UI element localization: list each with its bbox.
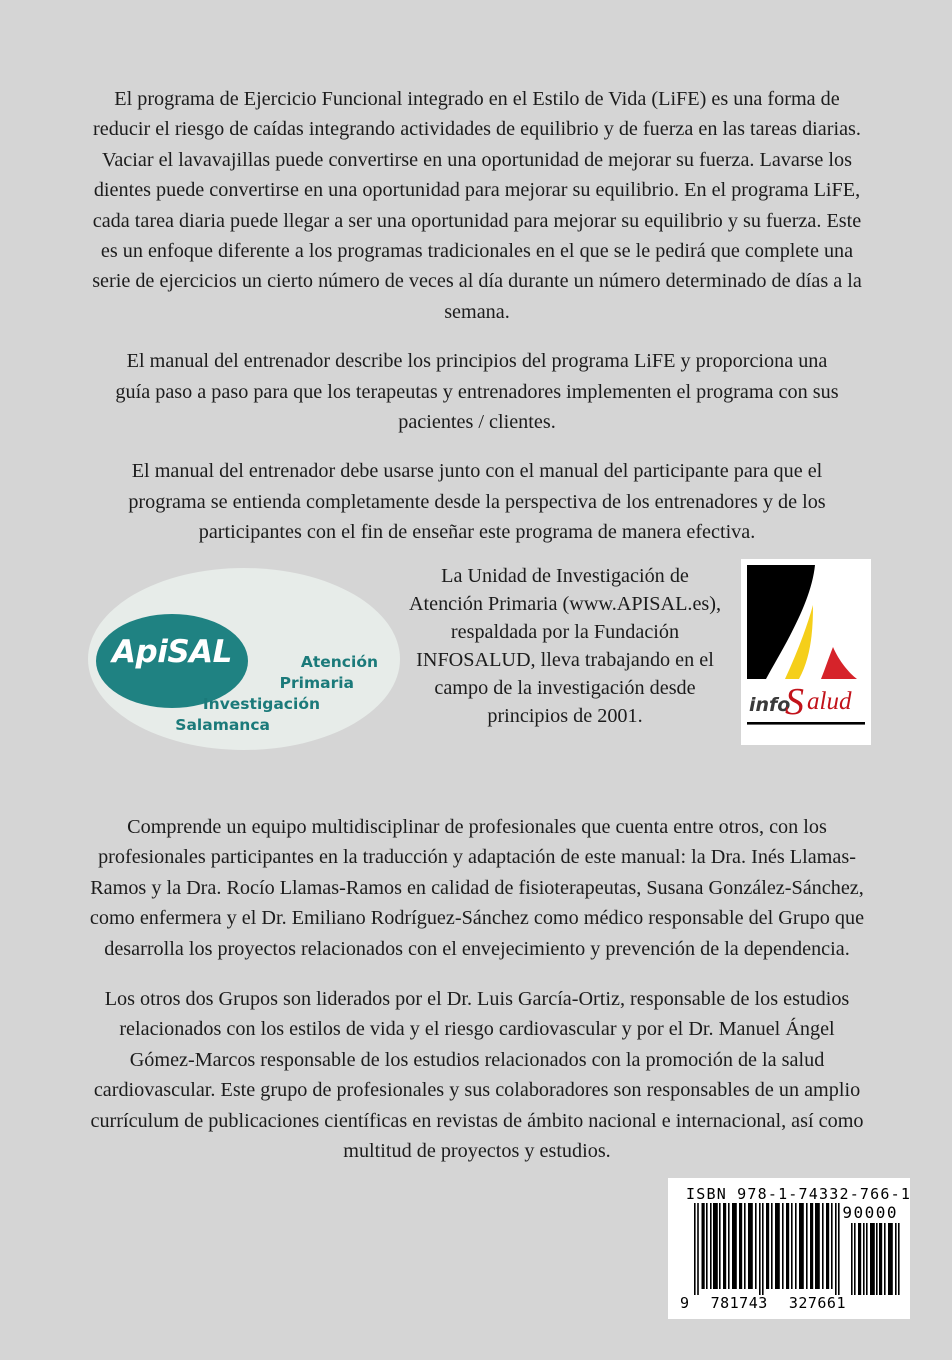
isbn-barcode (668, 1178, 910, 1319)
barcode-bars-main (694, 1203, 842, 1295)
apisal-tagline-line-4: Salamanca (175, 716, 270, 734)
barcode-digit-group-2: 327661 (788, 1294, 846, 1312)
svg-text:info: info (749, 694, 791, 716)
isbn-addon-value: 90000 (842, 1203, 898, 1222)
paragraph-program-description: El programa de Ejercicio Funcional integrado en el Estilo de Vida (LiFE) es una forma de reducir el riesgo de caídas integrando actividades de equilibrio y de fuerza en las tareas diarias. Vaciar el lavavajillas puede convertirse en una oportunidad de mejorar su fuerza. Lavarse los dientes puede convertirse en una oportunidad para mejorar su equilibrio. En el programa LiFE, cada tarea diaria puede llegar a ser una oportunidad para mejorar su equilibrio y su fuerza. Este es un enfoque diferente a los programas tradicionales en el que se le pedirá que complete una serie de ejercicios un cierto número de veces al día durante un número determinado de días a la semana. (92, 88, 862, 323)
barcode-bars-addon (851, 1223, 901, 1295)
paragraph-research-unit: La Unidad de Investigación de Atención Primaria (www.APISAL.es), respaldada por la Fundación INFOSALUD, lleva trabajando en el campo de la investigación desde principios de 2001. (408, 565, 722, 727)
barcode-digits (680, 1294, 846, 1312)
svg-text:alud: alud (807, 688, 852, 715)
infosalud-logo-graphic (741, 559, 871, 745)
paragraph-manual-usage: El manual del entrenador debe usarse junto con el manual del participante para que el programa se entienda completamente desde la perspectiva de los entrenadores y de los participantes con el fin de enseñar este programa de manera efectiva. (128, 460, 826, 544)
svg-text:S: S (785, 681, 804, 723)
apisal-wordmark: ApiSAL (112, 634, 232, 670)
logos-band (0, 552, 952, 762)
barcode-digit-prefix: 9 (680, 1294, 690, 1312)
apisal-tagline-line-2: Primaria (279, 674, 354, 692)
apisal-logo (88, 560, 406, 756)
bottom-copy-block (86, 812, 868, 1166)
apisal-tagline-line-3: Investigación (202, 695, 320, 713)
paragraph-groups-description: Los otros dos Grupos son liderados por el Dr. Luis García-Ortiz, responsable de los estudios relacionados con los estilos de vida y el riesgo cardiovascular y por el Dr. Manuel Ángel Gómez-Marcos responsable de los estudios relacionados con la promoción de la salud cardiovascular. Este grupo de profesionales y sus colaboradores son responsables de un amplio currículum de publicaciones científicas en revistas de ámbito nacional e internacional, así como multitud de proyectos y estudios. (90, 988, 864, 1163)
barcode-digit-group-1: 781743 (710, 1294, 768, 1312)
apisal-tagline-line-1: Atención (300, 653, 378, 671)
paragraph-trainer-manual: El manual del entrenador describe los principios del programa LiFE y proporciona una guía paso a paso para que los terapeutas y entrenadores implementen el programa con sus pacientes / clientes. (115, 350, 839, 434)
isbn-label: ISBN 978-1-74332-766-1 (686, 1185, 912, 1203)
apisal-logo-tagline (168, 652, 378, 736)
infosalud-logo (741, 559, 871, 745)
top-copy-block (86, 84, 868, 548)
paragraph-team-description: Comprende un equipo multidisciplinar de profesionales que cuenta entre otros, con los profesionales participantes en la traducción y adaptación de este manual: la Dra. Inés Llamas-Ramos y la Dra. Rocío Llamas-Ramos en calidad de fisioterapeutas, Susana González-Sánchez, como enfermera y el Dr. Emiliano Rodríguez-Sánchez como médico responsable del Grupo que desarrolla los proyectos relacionados con el envejecimiento y prevención de la dependencia. (89, 816, 865, 960)
